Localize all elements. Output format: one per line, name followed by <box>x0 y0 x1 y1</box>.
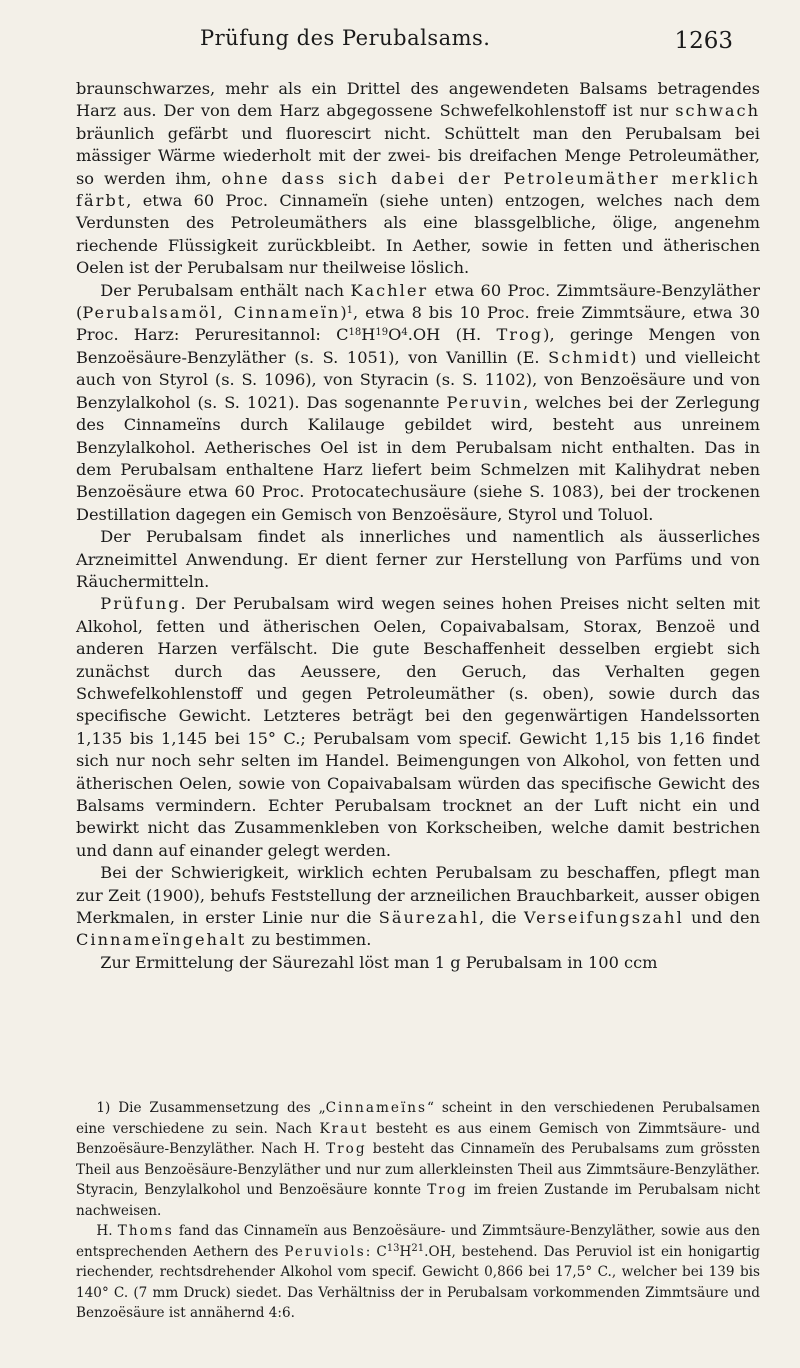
author-name: Kachler <box>350 280 429 300</box>
emphasis: Peruviols <box>284 1243 366 1260</box>
text-run: : C <box>365 1243 387 1260</box>
main-text <box>76 78 760 974</box>
running-title: Prüfung des Perubalsams. <box>200 26 491 50</box>
emphasis: Peruvin <box>446 392 524 412</box>
paragraph-use: Der Perubalsam findet als innerliches und namentlich als äusserliches Arzneimittel Anwendung. Er dient ferner zur Herstellung von Parfüms und von Räuchermitteln. <box>76 527 760 591</box>
text-run: .OH (H. <box>407 325 497 345</box>
formula-subscript: 19 <box>375 327 389 339</box>
text-run: Bei der Schwierigkeit, wirklich echten Perubalsam zu beschaffen, pflegt man zur Zeit (1900), behufs Feststellung der arzneilichen Brauchbarkeit, ausser obigen Merkmalen, in erster Linie nur die <box>76 863 760 928</box>
text-run: H <box>399 1243 412 1260</box>
author-name: Schmidt <box>548 347 631 367</box>
footnotes <box>76 1098 760 1324</box>
text-run: und den <box>683 908 760 928</box>
emphasis: Cinnameïngehalt <box>76 930 247 950</box>
text-run: ), geringe Mengen von Benzoësäure-Benzyläther (s. S. 1051), von Vanillin (E. <box>76 325 760 367</box>
text-run: ) und vielleicht auch von Styrol (s. S. 1096), von Styracin (s. S. 1102), von Benzoësäure und von Benzylalkohol (s. S. 1021). Das sogenannte <box>76 347 760 412</box>
author-name: Kraut <box>319 1120 369 1137</box>
emphasis: schwach <box>675 101 760 121</box>
emphasis: Verseifungszahl <box>523 908 684 928</box>
page-number: 1263 <box>674 28 733 54</box>
text-run: , etwa 60 Proc. Cinnameïn (siehe unten) entzogen, welches nach dem Verdunsten des Petroleumäthers als eine blassgelbliche, ölige, angenehm riechende Flüssigkeit zurückbleibt. In Aether, sowie in fetten und ätherischen Oelen ist der Perubalsam nur theilweise löslich. <box>76 191 760 278</box>
text-run: Der Perubalsam wird wegen seines hohen Preises nicht selten mit Alkohol, fetten und ätherischen Oelen, Copaivabalsam, Storax, Benzoë und anderen Harzen verfälscht. Die gute Beschaffenheit desselben ergiebt sich zunächst durch das Aeussere, den Geruch, das Verhalten gegen Schwefelkohlenstoff und gegen Petroleumäther (s. oben), sowie durch das specifische Gewicht. Letzteres beträgt bei den gegenwärtigen Handelssorten 1,135 bis 1,145 bei 15° C.; Perubalsam vom specif. Gewicht 1,15 bis 1,16 findet sich nur noch sehr selten im Handel. Beimengungen von Alkohol, von fetten und ätherischen Oelen, sowie von Copaivabalsam würden das specifische Gewicht des Balsams vermindern. Echter Perubalsam trocknet an der Luft nicht ein und bewirkt nicht das Zusammenkleben von Korkscheiben, welche damit bestrichen und dann auf einander gelegt werden. <box>76 594 760 860</box>
text-run: Der Perubalsam enthält nach <box>100 280 351 300</box>
author-name: Trog <box>326 1141 367 1157</box>
text-run: im freien Zustande im Perubalsam nicht nachweisen. <box>76 1182 760 1219</box>
text-run: braunschwarzes, mehr als ein Drittel des angewendeten Balsams betragendes Harz aus. Der von dem Harz abgegossene Schwefelkohlenstoff ist nur <box>76 79 760 121</box>
text-run: , die <box>479 908 524 928</box>
paragraph-testing <box>76 593 760 862</box>
formula-subscript: 21 <box>411 1242 425 1254</box>
paragraph-continuation <box>76 78 760 280</box>
footnote-1-continued <box>76 1221 760 1324</box>
formula-subscript: 4 <box>401 327 408 339</box>
section-heading: Prüfung. <box>100 594 188 614</box>
text-run: .OH, bestehend. Das Peruviol ist ein honigartig riechender, rechtsdrehender Alkohol vom specif. Gewicht 0,866 bei 17,5° C., welcher bei 139 bis 140° C. (7 mm Druck) siedet. Das Verhältniss der in Perubalsam vorkommenden Zimmtsäure und Benzoësäure ist annähernd 4:6. <box>76 1243 760 1321</box>
text-run: H. <box>96 1223 118 1239</box>
formula-subscript: 18 <box>348 327 362 339</box>
text-run: zu bestimmen. <box>246 930 372 950</box>
formula-subscript: 13 <box>386 1242 400 1254</box>
text-run: besteht das Cinnameïn des Perubalsams zum grössten Theil aus Benzoësäure-Benzyläther und nur zum allerkleinsten Theil aus Zimmtsäure-Benzyläther. Styracin, Benzylalkohol und Benzoësäure konnte <box>76 1141 760 1198</box>
footnote-1 <box>76 1098 760 1221</box>
text-run: O <box>388 325 402 345</box>
text-run: H <box>361 325 376 345</box>
text-run: ) <box>340 303 347 323</box>
footnote-reference[interactable]: 1 <box>346 305 354 317</box>
author-name: Trog <box>496 325 544 345</box>
paragraph-composition <box>76 280 760 526</box>
text-run: , welches bei der Zerlegung des Cinnameïns durch Kalilauge gebildet wird, besteht aus unreinem Benzylalkohol. Aetherisches Oel ist in dem Perubalsam nicht enthalten. Das in dem Perubalsam enthaltene Harz liefert beim Schmelzen mit Kalihydrat neben Benzoësäure etwa 60 Proc. Protocatechusäure (siehe S. 1083), bei der trockenen Destillation dagegen ein Gemisch von Benzoësäure, Styrol und Toluol. <box>76 392 760 524</box>
text-run: bräunlich gefärbt und fluorescirt nicht. Schüttelt man den Perubalsam bei mässiger Wärme wiederholt mit der zwei- bis dreifachen Menge Petroleumäther, so werden ihm, <box>76 123 760 188</box>
text-run: fand das Cinnameïn aus Benzoësäure- und Zimmtsäure-Benzyläther, sowie aus den entsprechenden Aethern des <box>76 1223 761 1260</box>
paragraph-determination: Zur Ermittelung der Säurezahl löst man 1 g Perubalsam in 100 ccm <box>100 952 658 972</box>
author-name: Thoms <box>117 1223 174 1239</box>
text-run: etwa 60 Proc. Zimmtsäure-Benzyläther ( <box>76 280 760 323</box>
emphasis: Cinnameïns <box>325 1100 428 1116</box>
text-run: besteht es aus einem Gemisch von Zimmtsäure- und Benzoësäure-Benzyläther. Nach H. <box>76 1120 760 1157</box>
emphasis: ohne dass sich dabei der Petroleumäther merklich färbt <box>76 168 760 211</box>
footnote-marker: 1) <box>96 1100 111 1116</box>
paragraph-acid-number <box>76 862 760 952</box>
text-run: Die Zusammensetzung des „ <box>110 1100 326 1116</box>
emphasis: Perubalsamöl, Cinnameïn <box>82 303 341 323</box>
text-run: , etwa 8 bis 10 Proc. freie Zimmtsäure, etwa 30 Proc. Harz: Peruresitannol: C <box>76 303 761 345</box>
text-run: “ scheint in den verschiedenen Perubalsamen eine verschiedene zu sein. Nach <box>76 1100 760 1137</box>
emphasis: Säurezahl <box>378 908 480 928</box>
page-header <box>0 20 800 60</box>
author-name: Trog <box>427 1182 468 1198</box>
